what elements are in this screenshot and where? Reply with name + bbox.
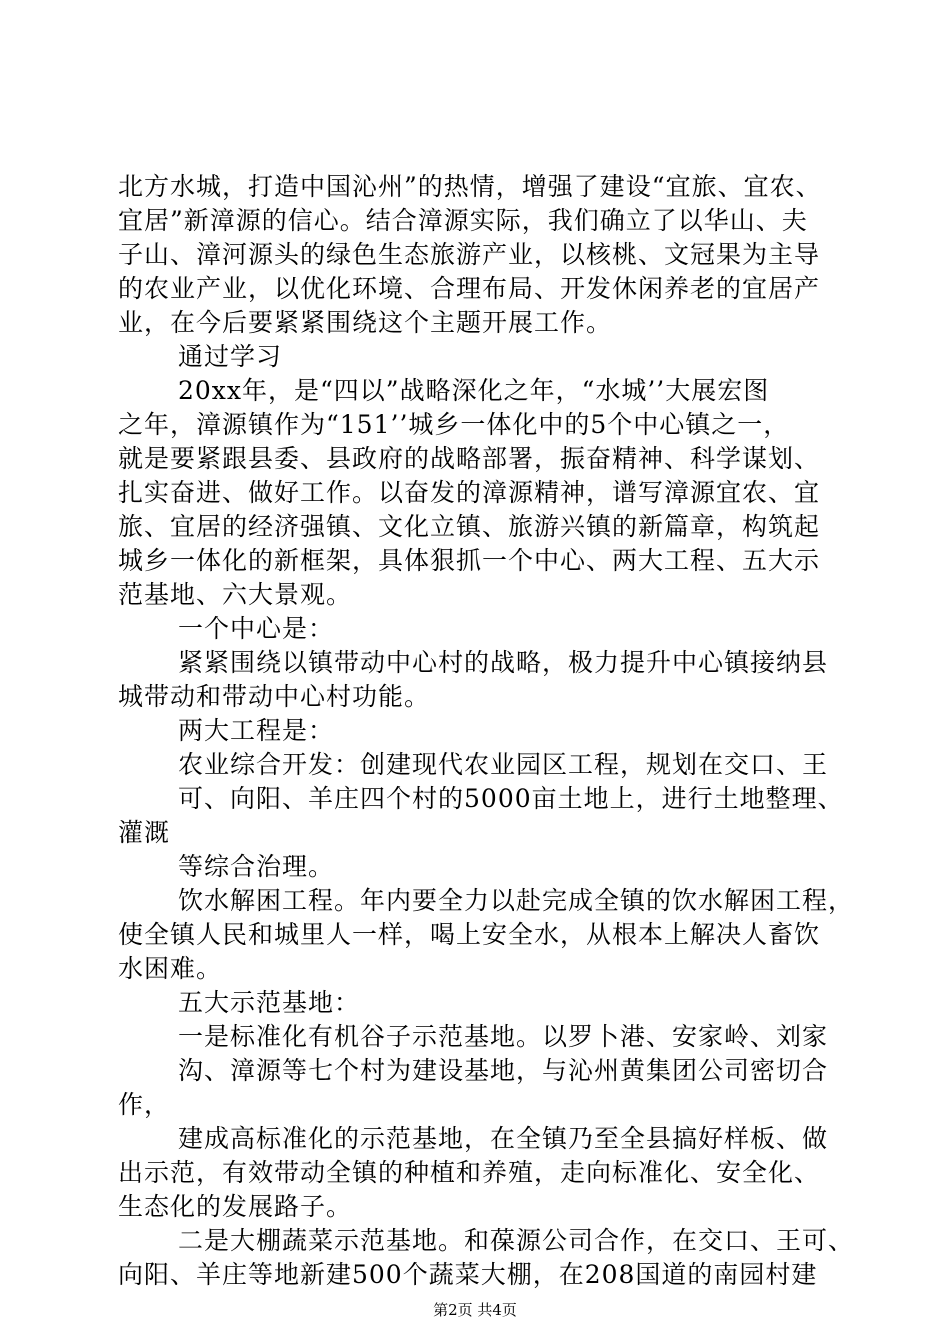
text-line: 出示范，有效带动全镇的种植和养殖，走向标准化、安全化、 (118, 1158, 821, 1187)
text-line: 使全镇人民和城里人一样，喝上安全水，从根本上解决人畜饮 (118, 920, 821, 949)
text-line: 的农业产业，以优化环境、合理布局、开发休闲养老的宜居产 (118, 274, 821, 303)
text-line: 建成高标准化的示范基地，在全镇乃至全县搞好样板、做 (178, 1124, 829, 1153)
text-line: 子山、漳河源头的绿色生态旅游产业，以核桃、文冠果为主导 (118, 240, 821, 269)
text-line: 等综合治理。 (178, 852, 335, 881)
text-line: 农业综合开发：创建现代农业园区工程，规划在交口、王 (178, 750, 829, 779)
text-line: 紧紧围绕以镇带动中心村的战略，极力提升中心镇接纳县 (178, 648, 829, 677)
text-line: 旅、宜居的经济强镇、文化立镇、旅游兴镇的新篇章，构筑起 (118, 512, 821, 541)
section-heading: 一个中心是： (178, 614, 335, 643)
section-heading: 五大示范基地： (178, 988, 361, 1017)
text-line: 城带动和带动中心村功能。 (118, 682, 431, 711)
text-line: 向阳、羊庄等地新建500个蔬菜大棚，在208国道的南园村建 (118, 1260, 818, 1289)
text-line: 一是标准化有机谷子示范基地。以罗卜港、安家岭、刘家 (178, 1022, 829, 1051)
text-line: 生态化的发展路子。 (118, 1192, 353, 1221)
text-line: 饮水解困工程。年内要全力以赴完成全镇的饮水解困工程， (178, 886, 855, 915)
text-line: 业，在今后要紧紧围绕这个主题开展工作。 (118, 308, 613, 337)
text-line: 宜居”新漳源的信心。结合漳源实际，我们确立了以华山、夫 (118, 206, 808, 235)
text-line: 范基地、六大景观。 (118, 580, 353, 609)
section-heading: 两大工程是： (178, 716, 335, 745)
text-line: 就是要紧跟县委、县政府的战略部署，振奋精神、科学谋划、 (118, 444, 821, 473)
text-line: 二是大棚蔬菜示范基地。和葆源公司合作，在交口、王可、 (178, 1226, 855, 1255)
text-line: 可、向阳、羊庄四个村的5000亩土地上，进行土地整理、 (178, 784, 844, 813)
page-number-footer: 第2页 共4页 (433, 1301, 517, 1319)
section-heading: 通过学习 (178, 342, 283, 371)
text-line: 沟、漳源等七个村为建设基地，与沁州黄集团公司密切合 (178, 1056, 829, 1085)
text-line: 之年，漳源镇作为“151’’城乡一体化中的5个中心镇之一， (118, 410, 790, 439)
text-line: 水困难。 (118, 954, 223, 983)
text-line: 扎实奋进、做好工作。以奋发的漳源精神，谱写漳源宜农、宜 (118, 478, 821, 507)
text-line: 灌溉 (118, 818, 171, 847)
text-line: 20xx年，是“四以”战略深化之年，“水城’’大展宏图 (178, 376, 770, 405)
text-line: 作， (118, 1090, 171, 1119)
text-line: 城乡一体化的新框架，具体狠抓一个中心、两大工程、五大示 (118, 546, 821, 575)
text-line: 北方水城，打造中国沁州”的热情，增强了建设“宜旅、宜农、 (118, 172, 822, 201)
